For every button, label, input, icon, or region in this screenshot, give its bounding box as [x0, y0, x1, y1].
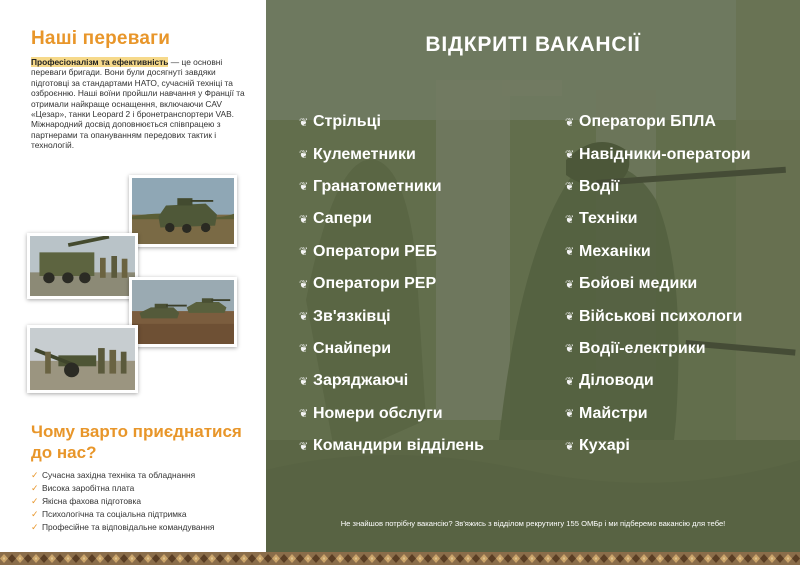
bullet-icon: ❦ — [299, 375, 309, 388]
list-item: ❦ Снайпери — [299, 339, 392, 357]
bullet-icon: ❦ — [565, 116, 575, 129]
list-item: ❦ Навідники-оператори — [565, 145, 751, 163]
photo-tanks — [129, 277, 237, 347]
vacancy-list-left — [299, 106, 484, 462]
ornament-pattern — [0, 552, 800, 565]
list-item: ❦ Зв'язківці — [299, 307, 391, 325]
bullet-icon: ❦ — [565, 408, 575, 421]
vacancies-panel — [266, 0, 800, 552]
bullet-icon: ❦ — [299, 181, 309, 194]
bullet-icon: ❦ — [299, 116, 309, 129]
list-item: ❦ Кухарі — [565, 437, 630, 455]
left-panel — [0, 0, 266, 552]
why-join-heading: Чому варто приєднатися до нас? — [31, 422, 242, 462]
advantages-heading: Наші переваги — [31, 28, 171, 49]
list-item: ❦ Номери обслуги — [299, 404, 443, 422]
list-item: ❦ Водії-електрики — [565, 339, 706, 357]
check-icon: ✓ — [31, 470, 39, 480]
bullet-icon: ❦ — [299, 408, 309, 421]
bullet-icon: ❦ — [299, 213, 309, 226]
list-item: ❦ Стрільці — [299, 113, 381, 131]
why-join-list — [31, 469, 214, 534]
ornament-strip — [0, 552, 800, 565]
vacancies-title: ВІДКРИТІ ВАКАНСІЇ — [425, 33, 641, 56]
list-item: ❦ Кулеметники — [299, 145, 416, 163]
vacancies-footer-note: Не знайшов потрібну вакансію? Зв'яжись з відділом рекрутингу 155 ОМБр і ми підберемо вакансію для тебе! — [340, 519, 726, 528]
list-item: ✓ Професійне та відповідальне командування — [31, 522, 215, 532]
vacancy-list-right — [565, 106, 751, 462]
bullet-icon: ❦ — [565, 440, 575, 453]
bullet-icon: ❦ — [299, 278, 309, 291]
list-item: ❦ Оператори РЕР — [299, 275, 437, 293]
list-item: ❦ Гранатометники — [299, 177, 442, 195]
bullet-icon: ❦ — [565, 343, 575, 356]
list-item: ✓ Висока заробітна плата — [31, 483, 135, 493]
list-item: ❦ Бойові медики — [565, 275, 698, 293]
bullet-icon: ❦ — [299, 149, 309, 162]
list-item: ❦ Оператори РЕБ — [299, 242, 437, 260]
advantages-highlight: Професіоналізм та ефективність — [31, 57, 169, 67]
check-icon: ✓ — [31, 483, 39, 493]
list-item: ❦ Техніки — [565, 210, 638, 228]
bullet-icon: ❦ — [299, 311, 309, 324]
bullet-icon: ❦ — [299, 440, 309, 453]
photo-artillery-crew — [27, 233, 138, 299]
list-item: ❦ Майстри — [565, 404, 648, 422]
check-icon: ✓ — [31, 496, 39, 506]
photo-armored-vehicle — [129, 175, 237, 247]
bullet-icon: ❦ — [565, 246, 575, 259]
list-item: ❦ Діловоди — [565, 372, 654, 390]
list-item: ❦ Заряджаючі — [299, 372, 409, 390]
advantages-text — [31, 57, 249, 151]
bullet-icon: ❦ — [565, 278, 575, 291]
bullet-icon: ❦ — [565, 213, 575, 226]
bullet-icon: ❦ — [299, 343, 309, 356]
list-item: ❦ Командири відділень — [299, 437, 484, 455]
list-item: ❦ Механіки — [565, 242, 651, 260]
list-item: ✓ Психологічна та соціальна підтримка — [31, 509, 187, 519]
bullet-icon: ❦ — [565, 181, 575, 194]
check-icon: ✓ — [31, 509, 39, 519]
bullet-icon: ❦ — [565, 375, 575, 388]
check-icon: ✓ — [31, 522, 39, 532]
photo-howitzer — [27, 325, 138, 393]
list-item: ✓ Якісна фахова підготовка — [31, 496, 141, 506]
bullet-icon: ❦ — [565, 149, 575, 162]
list-item: ❦ Оператори БПЛА — [565, 113, 716, 131]
bullet-icon: ❦ — [299, 246, 309, 259]
advantages-body: — це основні переваги бригади. Вони були досягнуті завдяки підготовці за стандартами НАТО, сучасній техніці та озброєнню. Наші воїни пройшли навчання у Франції та отримали найкраще оснащення, включаючи CAV «Цезар», танки Leopard 2 і бронетранспортери VAB. Міжнародний досвід доповнюється співпрацею з партнерами та опануванням передових тактик і технологій. — [31, 57, 245, 151]
list-item: ✓ Сучасна західна техніка та обладнання — [31, 470, 196, 480]
bullet-icon: ❦ — [565, 311, 575, 324]
list-item: ❦ Водії — [565, 177, 620, 195]
list-item: ❦ Сапери — [299, 210, 372, 228]
list-item: ❦ Військові психологи — [565, 307, 743, 325]
